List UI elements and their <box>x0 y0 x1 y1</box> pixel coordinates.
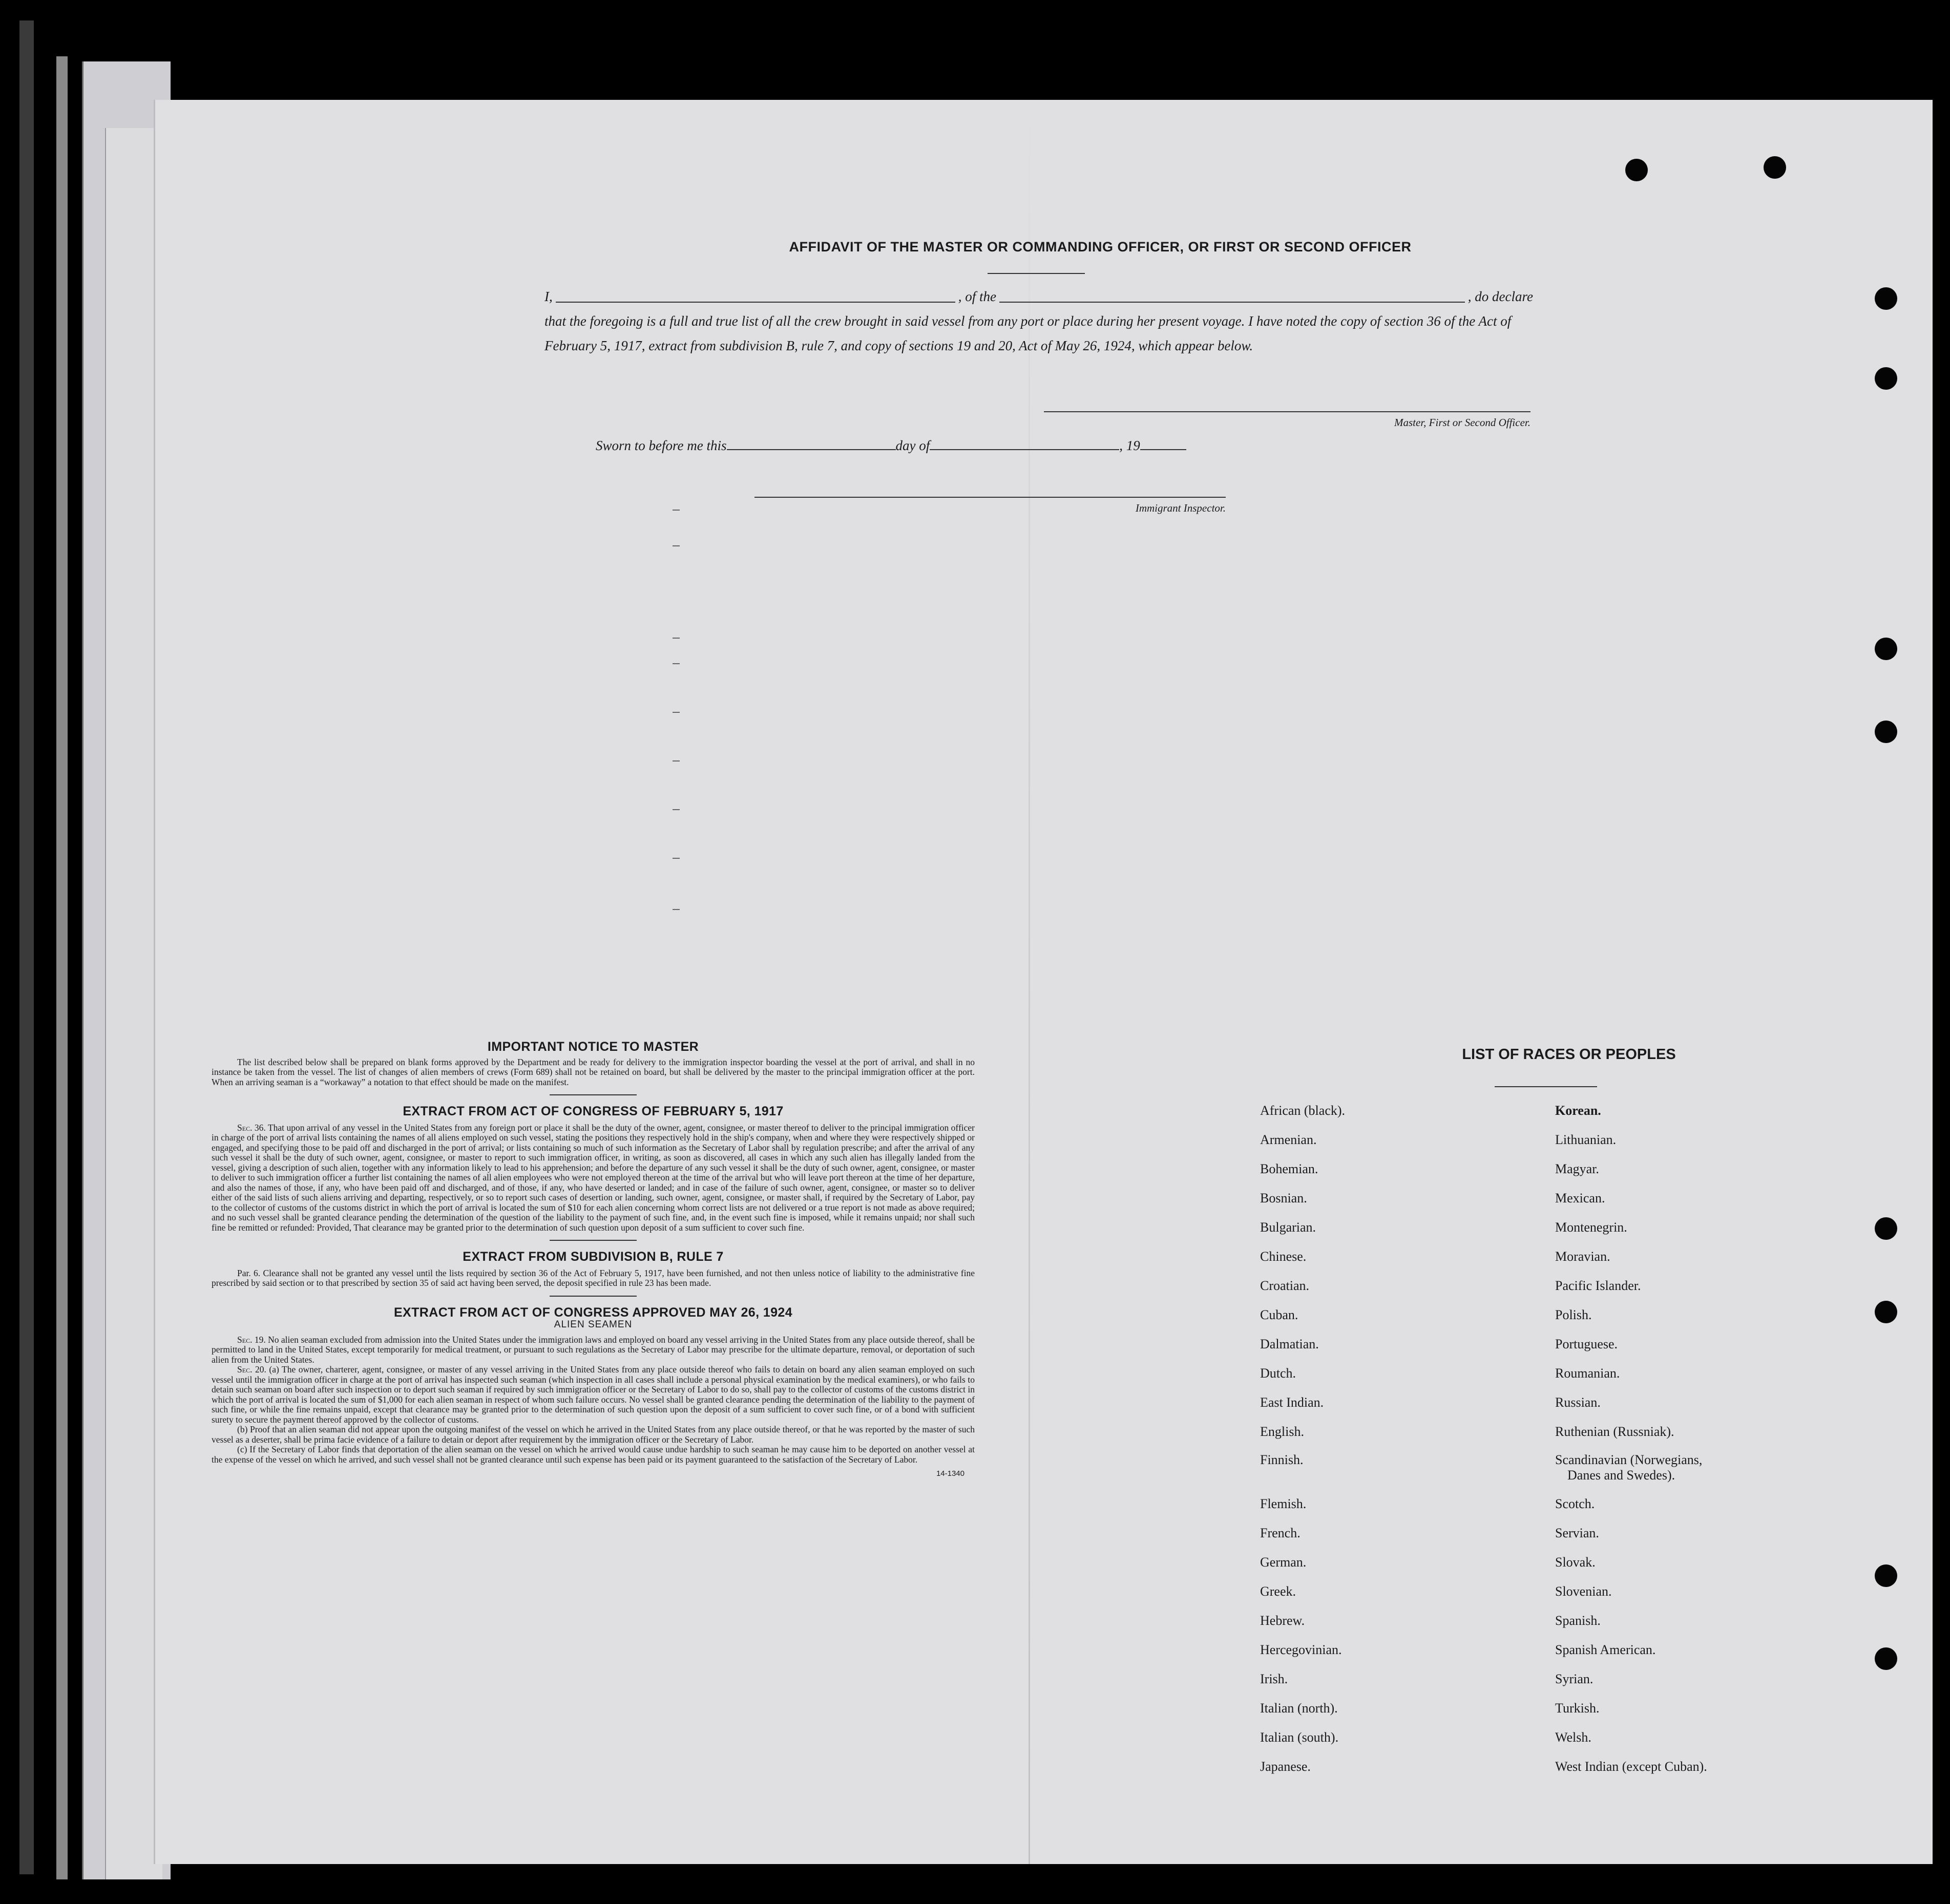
list-item: Scotch. <box>1555 1496 1595 1511</box>
list-item: Slovak. <box>1555 1555 1596 1570</box>
notice-text: The list described below shall be prepared on blank forms approved by the Department and be ready for delivery to the immigration inspector boarding the vessel at the port of arrival, and shall in no instance be taken from the vessel. The list of changes of alien members of crews (Form 689) shall not be retained on board, but shall be delivered by the master to the principal immigration officer at the port. When an arriving seaman is a “workaway” a notation to that effect should be made on the manifest. <box>212 1056 975 1087</box>
binder-edge <box>56 56 68 1879</box>
vessel-blank <box>999 302 1465 303</box>
races-title-rule <box>1495 1086 1597 1087</box>
title-rule <box>988 273 1085 274</box>
list-item: Welsh. <box>1555 1730 1591 1745</box>
faint-mark <box>673 858 680 859</box>
punch-hole <box>1875 638 1897 660</box>
punch-hole <box>1875 1301 1897 1323</box>
alien-seamen-subheading: ALIEN SEAMEN <box>554 1319 633 1330</box>
sec-20c-text: (c) If the Secretary of Labor finds that deportation of the alien seaman on the vessel on which he arrived would cause undue hardship to such seaman he may cause him to be deported on another vessel at the expense of the vessel on which he arrived, and such vessel shall not be granted clearance until such expense has been paid or its payment guaranteed to the satisfaction of the Secretary of Labor. <box>212 1444 975 1465</box>
extract-1924-heading: EXTRACT FROM ACT OF CONGRESS APPROVED MAY 26, 1924 <box>393 1305 793 1320</box>
list-item: Croatian. <box>1260 1278 1310 1293</box>
sec-20b-text: (b) Proof that an alien seaman did not appear upon the outgoing manifest of the vessel on which he arrived in the United States from any place outside thereof, or that he was reported by the master of such vessel as a deserter, shall be prima facie evidence of a failure to detain or deport after requirement by the immigration officer or the Secretary of Labor. <box>212 1424 975 1445</box>
list-item: Bohemian. <box>1260 1161 1318 1176</box>
list-item: Irish. <box>1260 1672 1288 1686</box>
list-item: Turkish. <box>1555 1701 1600 1716</box>
list-item: Spanish. <box>1555 1613 1601 1628</box>
list-item: Servian. <box>1555 1526 1599 1540</box>
list-item: Mexican. <box>1555 1191 1605 1205</box>
list-item: Flemish. <box>1260 1496 1307 1511</box>
faint-mark <box>673 712 680 713</box>
list-item: Pacific Islander. <box>1555 1278 1641 1293</box>
section-rule <box>550 1240 637 1241</box>
list-item: Dutch. <box>1260 1366 1296 1381</box>
list-item: French. <box>1260 1526 1301 1540</box>
list-item: West Indian (except Cuban). <box>1555 1759 1707 1774</box>
inspector-label: Immigrant Inspector. <box>1135 502 1226 514</box>
faint-mark <box>673 663 680 664</box>
punch-hole <box>1875 721 1897 743</box>
punch-hole <box>1875 1647 1897 1670</box>
list-item: Italian (north). <box>1260 1701 1338 1716</box>
list-item: Magyar. <box>1555 1161 1599 1176</box>
list-item: Montenegrin. <box>1555 1220 1627 1235</box>
sec-20a-text: Sec. 20. (a) The owner, charterer, agent, consignee, or master of any vessel arriving in the United States from any place outside thereof who fails to detain on board any alien seaman employed on such vessel until the immigration officer in charge at the port of arrival has inspected such seaman (which inspection in all cases shall include a personal physical examination by the medical examiners), or who fails to detain such seaman on board after such inspection or to deport such seaman if required by such immigration officer or the Secretary of Labor to do so, shall pay to the collector of customs of the customs district in which the port of arrival is located the sum of $1,000 for each alien seaman in respect of whom such failure occurs. No vessel shall be granted clearance pending the determination of the liability to the payment of such fine, or while the fine remains unpaid, except that clearance may be granted prior to the determination of such question upon the deposit of a sum sufficient to cover such fine, or of a bond with sufficient surety to secure the payment thereof approved by the collector of customs. <box>212 1364 975 1425</box>
list-item: Russian. <box>1555 1395 1601 1410</box>
affidavit-declare: , do declare <box>1467 289 1533 304</box>
extract-1917-heading: EXTRACT FROM ACT OF CONGRESS OF FEBRUARY 5, 1917 <box>403 1104 784 1118</box>
punch-hole <box>1875 1564 1897 1587</box>
races-list-left <box>1260 1096 1537 1781</box>
signature-line <box>1044 411 1530 412</box>
punch-hole <box>1875 367 1897 390</box>
faint-mark <box>673 909 680 910</box>
list-item: Spanish American. <box>1555 1642 1656 1657</box>
extract-rule7-heading: EXTRACT FROM SUBDIVISION B, RULE 7 <box>463 1250 724 1264</box>
faint-mark <box>673 638 680 639</box>
list-item: Bosnian. <box>1260 1191 1307 1205</box>
sec-36-text: Sec. 36. That upon arrival of any vessel in the United States from any foreign port or place it shall be the duty of the owner, agent, consignee, or master thereof to deliver to the principal immigration officer in charge of the port of arrival lists containing the names of all aliens employed on such vessel, stating the positions they respectively hold in the ship's company, when and where they were respectively shipped or engaged, and specifying those to be paid off and discharged in the port of arrival; or lists containing so much of such information as the Secretary of Labor shall by regulation prescribe; and after the arrival of any such vessel it shall be the duty of such owner, agent, consignee, or master to report to such immigration officer, in writing, as soon as discovered, all cases in which any such alien has illegally landed from the vessel, giving a description of such alien, together with any information likely to lead to his apprehension; and before the departure of any such vessel it shall be the duty of such owner, agent, consignee, or master to deliver to such immigration officer a further list containing the names of all alien employees who were not employed thereon at the time of the arrival but who will leave port thereon at the time of her departure, and also the names of those, if any, who have been paid off and discharged, and of those, if any, who have deserted or landed; and in case of the failure of such owner, agent, consignee, or master so to deliver either of the said lists of such aliens arriving and departing, respectively, or so to report such cases of desertion or landing, such owner, agent, consignee, or master shall, if required by the Secretary of Labor, pay to the collector of customs of the customs district in which the port of arrival is located the sum of $10 for each alien concerning whom correct lists are not delivered or a true report is not made as above required; and no such vessel shall be granted clearance pending the determination of the question of the liability to the payment of such fine, and, in the event such fine is imposed, while it remains unpaid; nor shall such fine be remitted or refunded: Provided, That clearance may be granted prior to the determination of such question upon deposit of a sum sufficient to cover such fine. <box>212 1122 975 1233</box>
list-item: Syrian. <box>1555 1672 1593 1686</box>
section-rule <box>550 1094 637 1095</box>
list-item: Finnish. <box>1260 1452 1304 1467</box>
list-item: Dalmatian. <box>1260 1337 1319 1351</box>
form-number: 14-1340 <box>936 1469 964 1478</box>
list-item: Lithuanian. <box>1555 1132 1617 1147</box>
punch-hole <box>1764 156 1786 179</box>
binder-edge <box>19 20 34 1874</box>
legal-notices <box>212 1042 975 1479</box>
affidavit-body <box>544 284 1533 358</box>
section-rule <box>550 1296 637 1297</box>
list-item: Hebrew. <box>1260 1613 1305 1628</box>
affidavit-title: AFFIDAVIT OF THE MASTER OR COMMANDING OFFICER, OR FIRST OR SECOND OFFICER <box>789 239 1412 255</box>
list-item: Ruthenian (Russniak). <box>1555 1424 1674 1439</box>
list-item: Roumanian. <box>1555 1366 1620 1381</box>
list-item: Armenian. <box>1260 1132 1317 1147</box>
faint-mark <box>673 809 680 810</box>
punch-hole <box>1875 287 1897 310</box>
faint-mark <box>673 545 680 546</box>
races-list-right <box>1555 1096 1832 1781</box>
list-item: Japanese. <box>1260 1759 1311 1774</box>
affidavit-i: I, <box>544 289 553 304</box>
list-item: African (black). <box>1260 1103 1346 1118</box>
rule7-text: Par. 6. Clearance shall not be granted any vessel until the lists required by section 36 of the Act of February 5, 1917, have been furnished, and not then unless notice of liability to the administrative fine prescribed by said section or to that prescribed by section 35 of said act having been served, the deposit specified in rule 23 has been made. <box>212 1267 975 1288</box>
list-item: Korean. <box>1555 1103 1601 1118</box>
affidavit-text: that the foregoing is a full and true list of all the crew brought in said vessel from any port or place during her present voyage. I have noted the copy of section 36 of the Act of February 5, 1917, extract from subdivision B, rule 7, and copy of sections 19 and 20, Act of May 26, 1924, which appear below. <box>544 313 1512 353</box>
signature-label: Master, First or Second Officer. <box>1394 416 1530 429</box>
faint-mark <box>673 760 680 761</box>
list-item: Slovenian. <box>1555 1584 1612 1599</box>
list-item: German. <box>1260 1555 1307 1570</box>
races-title: LIST OF RACES OR PEOPLES <box>1462 1046 1676 1063</box>
affidavit-of-the: , of the <box>958 289 996 304</box>
page-fold <box>1029 100 1030 1864</box>
name-blank <box>556 302 955 303</box>
list-item: Cuban. <box>1260 1307 1298 1322</box>
inspector-signature-line <box>754 497 1226 498</box>
list-item: Chinese. <box>1260 1249 1307 1264</box>
list-item: Polish. <box>1555 1307 1592 1322</box>
manifest-page <box>154 100 1933 1864</box>
sworn-line: Sworn to before me this day of , 19 <box>596 438 1186 454</box>
list-item: East Indian. <box>1260 1395 1324 1410</box>
faint-mark <box>673 510 680 511</box>
list-item: Greek. <box>1260 1584 1296 1599</box>
sec-19-text: Sec. 19. No alien seaman excluded from admission into the United States under the immigration laws and employed on board any vessel arriving in the United States from any place outside thereof, shall be permitted to land in the United States, except temporarily for medical treatment, or pursuant to such regulations as the Secretary of Labor may prescribe for the ultimate departure, removal, or deportation of such alien from the United States. <box>212 1334 975 1365</box>
list-item: English. <box>1260 1424 1304 1439</box>
list-item: Scandinavian (Norwegians, Danes and Swedes). <box>1555 1452 1703 1483</box>
punch-hole <box>1625 159 1648 181</box>
notice-heading: IMPORTANT NOTICE TO MASTER <box>487 1040 699 1054</box>
list-item: Italian (south). <box>1260 1730 1339 1745</box>
punch-hole <box>1875 1217 1897 1240</box>
list-item: Bulgarian. <box>1260 1220 1316 1235</box>
list-item: Portuguese. <box>1555 1337 1618 1351</box>
list-item: Moravian. <box>1555 1249 1610 1264</box>
list-item: Hercegovinian. <box>1260 1642 1342 1657</box>
